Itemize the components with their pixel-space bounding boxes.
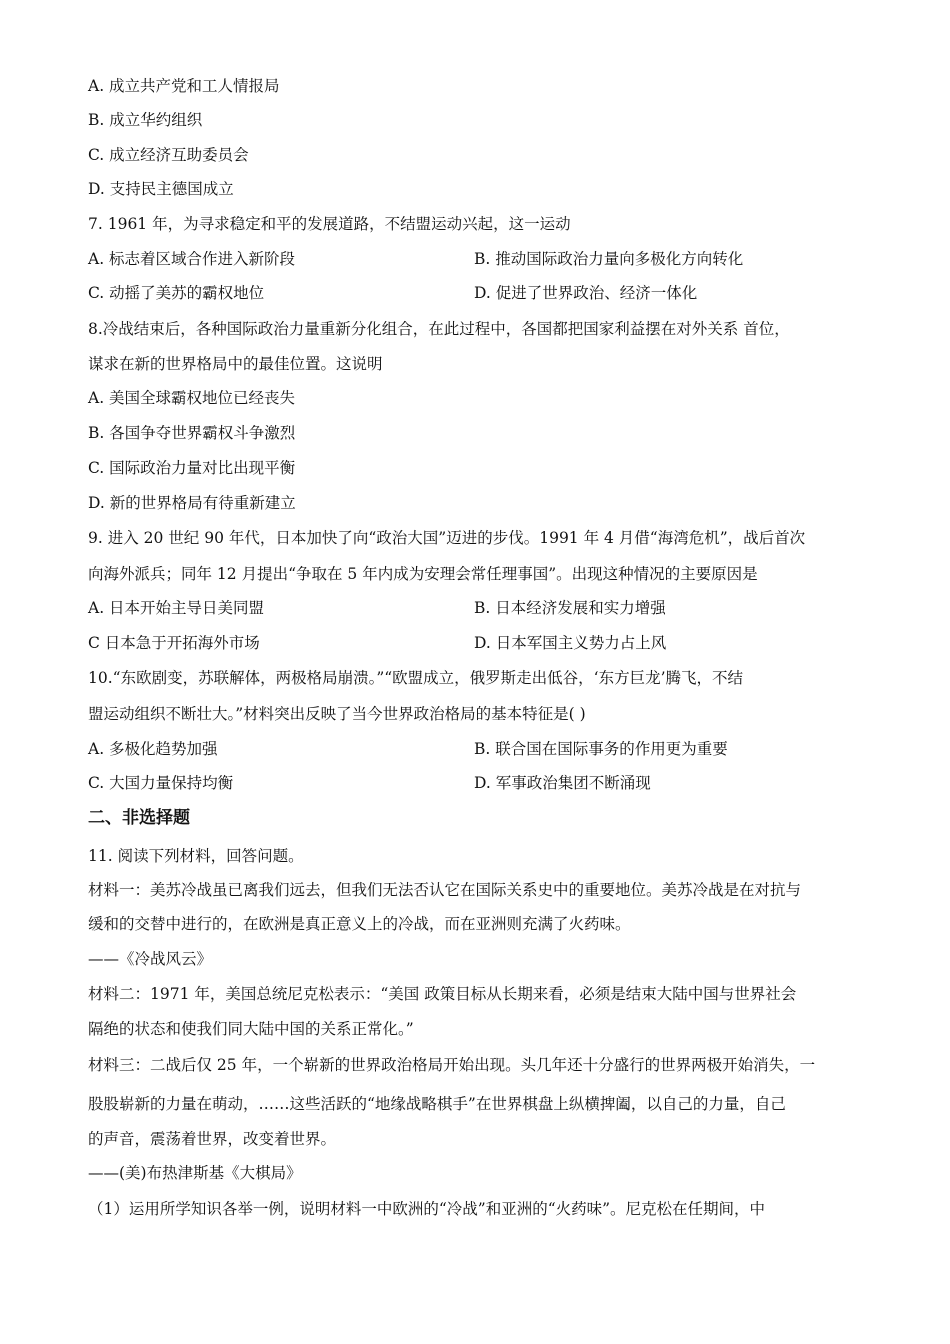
q8-stem-line2: 谋求在新的世界格局中的最佳位置。这说明 <box>88 355 383 373</box>
q11-material2-line2: 隔绝的状态和使我们同大陆中国的关系正常化。” <box>88 1020 414 1038</box>
section-heading: 二、非选择题 <box>88 808 190 828</box>
q11-material2-line1: 材料二：1971 年，美国总统尼克松表示：“美国 政策目标从长期来看，必须是结束大陆中国与世界社会 <box>88 985 797 1003</box>
q6-option-b: B. 成立华约组织 <box>88 111 203 129</box>
q6-option-d: D. 支持民主德国成立 <box>88 180 234 198</box>
q7-stem: 7. 1961 年，为寻求稳定和平的发展道路，不结盟运动兴起，这一运动 <box>88 215 571 233</box>
q11-material3-line3: 的声音，震荡着世界，改变着世界。 <box>88 1130 337 1148</box>
q7-option-c: C. 动摇了美苏的霸权地位 <box>88 284 265 302</box>
q9-option-c: C 日本急于开拓海外市场 <box>88 634 260 652</box>
q7-option-d: D. 促进了世界政治、经济一体化 <box>474 284 698 302</box>
q6-option-a: A. 成立共产党和工人情报局 <box>88 77 280 95</box>
q11-material3-source: ——(美)布热津斯基《大棋局》 <box>88 1164 302 1182</box>
q7-option-b: B. 推动国际政治力量向多极化方向转化 <box>474 250 744 268</box>
q10-stem-line1: 10.“东欧剧变，苏联解体，两极格局崩溃。”“欧盟成立，俄罗斯走出低谷，‘东方巨龙’腾飞，不结 <box>88 669 744 687</box>
q11-material3-line1: 材料三：二战后仅 25 年，一个崭新的世界政治格局开始出现。头几年还十分盛行的世界两极开始消失，一 <box>88 1056 816 1074</box>
q9-stem-line1: 9. 进入 20 世纪 90 年代，日本加快了向“政治大国”迈进的步伐。1991 年 4 月借“海湾危机”，战后首次 <box>88 529 806 547</box>
q6-option-c: C. 成立经济互助委员会 <box>88 146 249 164</box>
q11-material1-line1: 材料一：美苏冷战虽已离我们远去，但我们无法否认它在国际关系史中的重要地位。美苏冷战是在对抗与 <box>88 881 802 899</box>
q8-option-d: D. 新的世界格局有待重新建立 <box>88 494 296 512</box>
q10-option-d: D. 军事政治集团不断涌现 <box>474 774 651 792</box>
q11-material3-line2: 股股崭新的力量在萌动，……这些活跃的“地缘战略棋手”在世界棋盘上纵横捭阖，以自己的力量，自己 <box>88 1095 786 1113</box>
q11-intro: 11. 阅读下列材料，回答问题。 <box>88 847 304 865</box>
q10-option-c: C. 大国力量保持均衡 <box>88 774 234 792</box>
q10-option-a: A. 多极化趋势加强 <box>88 740 218 758</box>
q10-stem-line2: 盟运动组织不断壮大。”材料突出反映了当今世界政治格局的基本特征是( ) <box>88 705 586 723</box>
q11-material1-line2: 缓和的交替中进行的，在欧洲是真正意义上的冷战，而在亚洲则充满了火药味。 <box>88 915 631 933</box>
q8-option-c: C. 国际政治力量对比出现平衡 <box>88 459 296 477</box>
q8-option-b: B. 各国争夺世界霸权斗争激烈 <box>88 424 296 442</box>
q8-stem-line1: 8.冷战结束后，各种国际政治力量重新分化组合，在此过程中，各国都把国家利益摆在对外关系 首位， <box>88 320 790 338</box>
q8-option-a: A. 美国全球霸权地位已经丧失 <box>88 389 296 407</box>
q9-option-d: D. 日本军国主义势力占上风 <box>474 634 667 652</box>
q9-option-a: A. 日本开始主导日美同盟 <box>88 599 265 617</box>
q11-material1-source: ——《冷战风云》 <box>88 950 213 968</box>
q7-option-a: A. 标志着区域合作进入新阶段 <box>88 250 296 268</box>
q11-subquestion-1: （1）运用所学知识各举一例，说明材料一中欧洲的“冷战”和亚洲的“火药味”。尼克松在任期间，中 <box>88 1200 766 1218</box>
q9-stem-line2: 向海外派兵；同年 12 月提出“争取在 5 年内成为安理会常任理事国”。出现这种情况的主要原因是 <box>88 565 758 583</box>
q10-option-b: B. 联合国在国际事务的作用更为重要 <box>474 740 728 758</box>
q9-option-b: B. 日本经济发展和实力增强 <box>474 599 666 617</box>
